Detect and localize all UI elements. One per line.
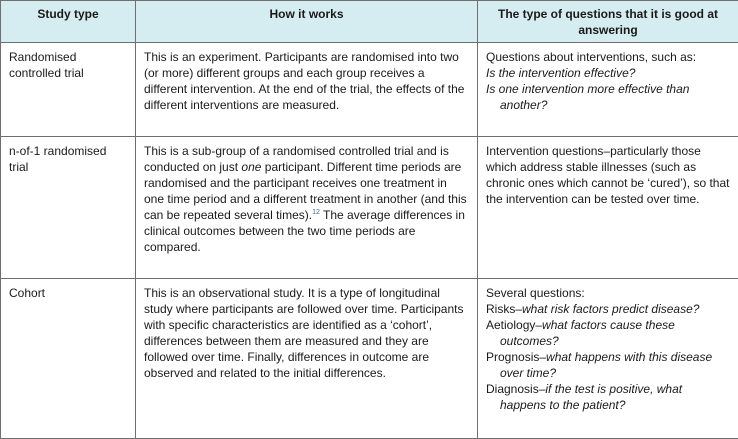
how-text-mid: participant. Different time periods are randomised and the participant receives one treatment in one time period and a different treatment in another (and this can be repeated several times).: [144, 160, 467, 222]
question-text: what factors cause these outcomes?: [500, 318, 675, 348]
table-row-cohort: [1, 279, 738, 439]
header-row: [1, 1, 738, 43]
header-how-it-works: How it works: [136, 1, 478, 43]
cell-how-it-works: This is an experiment. Participants are randomised into two (or more) different groups and each group receives a different intervention. At the end of the trial, the effects of the different interventions are measured.: [136, 43, 478, 137]
question-item: [486, 381, 730, 413]
question-item: [486, 317, 730, 349]
question-text: what happens with this disease over time?: [500, 350, 712, 380]
how-text-pre: This is a sub-group of a randomised controlled trial and is conducted on just: [144, 144, 449, 174]
header-study-type: Study type: [1, 1, 136, 43]
question-text: what risk factors predict disease?: [522, 302, 699, 316]
questions-intro: Questions about interventions, such as:: [486, 49, 730, 65]
question-item: Is one intervention more effective than another?: [486, 81, 730, 113]
question-item: [486, 301, 730, 317]
cell-how-it-works: This is an observational study. It is a type of longitudinal study where participants are followed over time. Participants with specific characteristics are identified as a ‘cohort’, differences between them are measured and they are followed over time. Finally, differences in outcome are observed and related to the initial differences.: [136, 279, 478, 439]
how-text-post: The average differences in clinical outcomes between the two time periods are compared.: [144, 208, 465, 254]
question-label: Risks–: [486, 302, 522, 316]
cell-study-type: n-of-1 randomised trial: [1, 137, 136, 279]
question-item: Is the intervention effective?: [486, 65, 730, 81]
table-row-rct: [1, 43, 738, 137]
cell-questions: [478, 279, 738, 439]
cell-study-type: Randomised controlled trial: [1, 43, 136, 137]
question-label: Prognosis–: [486, 350, 546, 364]
cell-questions: Intervention questions–particularly those which address stable illnesses (such as chronic ones which cannot be ‘cured’), so that the intervention can be tested over time.: [478, 137, 738, 279]
reference-link[interactable]: 12: [312, 209, 320, 216]
cell-questions: [478, 43, 738, 137]
cell-how-it-works: [136, 137, 478, 279]
question-text: if the test is positive, what happens to the patient?: [500, 382, 682, 412]
question-label: Aetiology–: [486, 318, 542, 332]
question-item: [486, 349, 730, 381]
how-text-emphasis: one: [241, 160, 261, 174]
header-questions: The type of questions that it is good at answering: [478, 1, 738, 43]
cell-study-type: Cohort: [1, 279, 136, 439]
questions-intro: Several questions:: [486, 285, 730, 301]
question-label: Diagnosis–: [486, 382, 545, 396]
table-row-n-of-1: [1, 137, 738, 279]
